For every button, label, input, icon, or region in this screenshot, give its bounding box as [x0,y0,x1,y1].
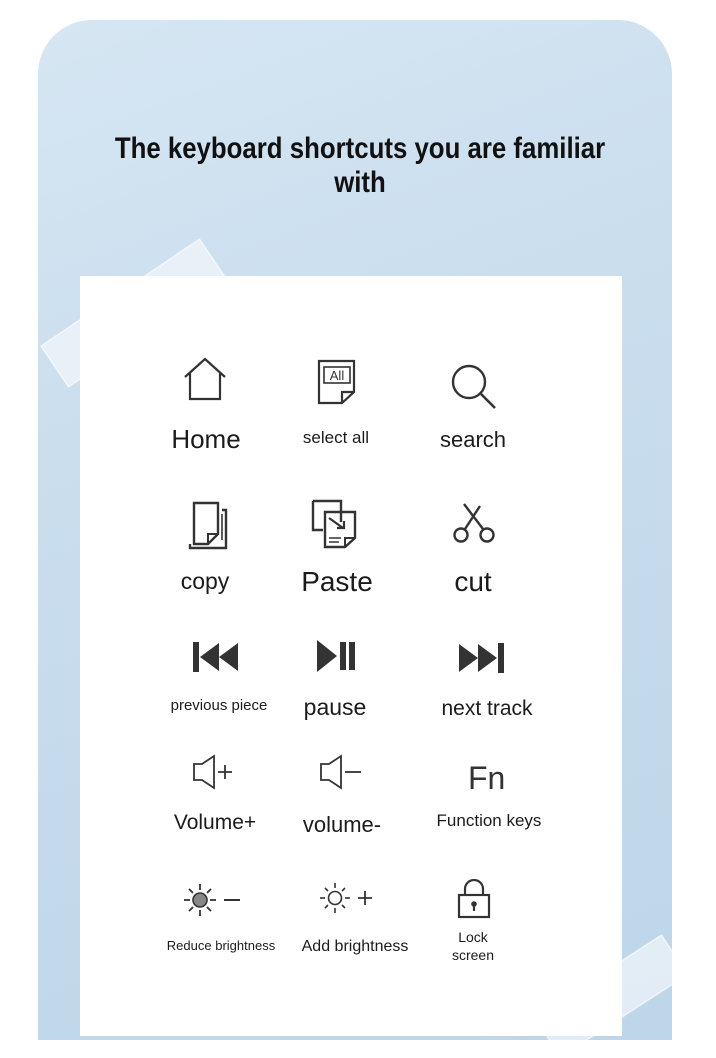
brightness-down-icon[interactable] [182,882,244,918]
paste-icon[interactable] [311,498,359,550]
shortcut-label-next: next track [441,697,533,720]
shortcut-label-search: search [439,427,507,452]
shortcut-label-add-brightness: Add brightness [301,938,409,955]
lock-icon[interactable] [457,879,491,919]
brightness-up-icon[interactable] [318,880,376,916]
shortcut-label-select-all: select all [302,428,370,447]
shortcut-label-volume-down: volume- [302,812,382,837]
shortcut-label-home: Home [171,424,241,454]
fn-icon[interactable] [468,758,512,798]
shortcut-label-reduce-brightness: Reduce brightness [166,938,276,953]
shortcut-label-function: Function keys [436,811,542,830]
search-icon[interactable] [449,362,499,410]
select-all-icon[interactable] [316,358,358,406]
shortcut-label-cut: cut [454,566,492,597]
shortcut-label-pause: pause [303,694,367,720]
page-title: The keyboard shortcuts you are familiar with [114,132,606,199]
lock-label-line: screen [451,947,495,963]
volume-up-icon[interactable] [192,754,236,790]
shortcut-label-copy: copy [180,568,230,594]
scissors-icon[interactable] [452,502,496,546]
volume-down-icon[interactable] [319,754,365,790]
fn-icon-text: Fn [468,760,506,796]
play-pause-icon[interactable] [315,638,357,674]
shortcut-label-previous: previous piece [170,697,268,714]
shortcut-label-volume-up: Volume+ [173,811,257,834]
shortcut-label-lock-screen [398,928,548,964]
next-track-icon[interactable] [457,641,507,675]
shortcut-label-paste: Paste [301,566,373,597]
home-icon[interactable] [181,355,229,403]
select-all-icon-text: All [329,368,345,383]
copy-icon[interactable] [184,500,230,552]
previous-track-icon[interactable] [192,640,240,674]
lock-label-line: Lock [458,929,488,945]
